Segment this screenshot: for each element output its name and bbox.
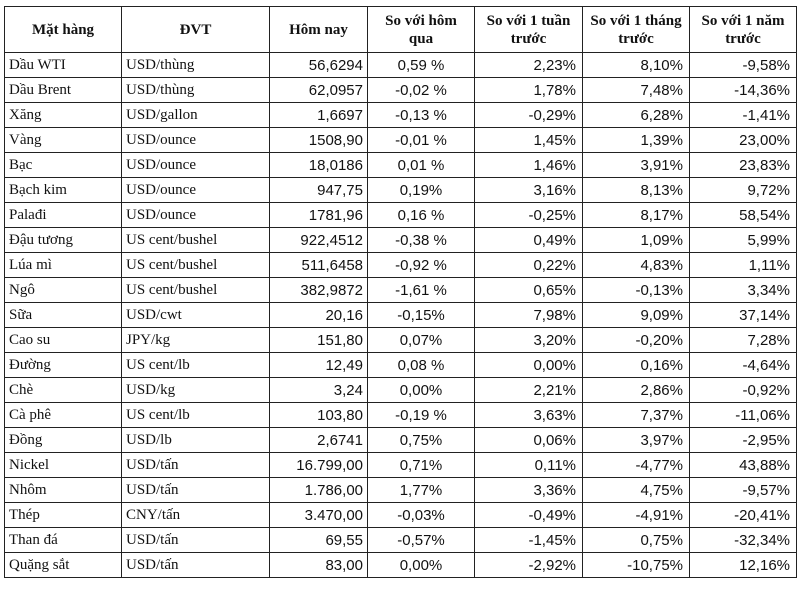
cell-commodity: Thép	[5, 503, 122, 528]
cell-vs-month: -4,91%	[583, 503, 690, 528]
cell-unit: US cent/lb	[122, 353, 270, 378]
cell-vs-month: -4,77%	[583, 453, 690, 478]
table-row	[5, 303, 797, 328]
cell-vs-month: 0,75%	[583, 528, 690, 553]
cell-vs-yesterday: 0,00%	[368, 378, 475, 403]
cell-vs-week: -0,49%	[475, 503, 583, 528]
cell-unit: USD/ounce	[122, 153, 270, 178]
header-vs-year: So với 1 năm trước	[690, 7, 797, 53]
cell-commodity: Sữa	[5, 303, 122, 328]
cell-vs-year: 7,28%	[690, 328, 797, 353]
cell-vs-year: -2,95%	[690, 428, 797, 453]
cell-commodity: Cao su	[5, 328, 122, 353]
cell-today: 56,6294	[270, 53, 368, 78]
cell-today: 3.470,00	[270, 503, 368, 528]
cell-commodity: Nhôm	[5, 478, 122, 503]
cell-vs-month: 2,86%	[583, 378, 690, 403]
cell-today: 947,75	[270, 178, 368, 203]
cell-vs-yesterday: 0,00%	[368, 553, 475, 578]
cell-vs-week: -0,29%	[475, 103, 583, 128]
table-row	[5, 478, 797, 503]
cell-commodity: Palađi	[5, 203, 122, 228]
cell-today: 3,24	[270, 378, 368, 403]
cell-unit: USD/ounce	[122, 128, 270, 153]
cell-vs-month: 4,75%	[583, 478, 690, 503]
cell-today: 382,9872	[270, 278, 368, 303]
cell-vs-week: 1,46%	[475, 153, 583, 178]
cell-vs-yesterday: 0,07%	[368, 328, 475, 353]
cell-unit: USD/cwt	[122, 303, 270, 328]
cell-commodity: Vàng	[5, 128, 122, 153]
cell-vs-week: 3,36%	[475, 478, 583, 503]
cell-vs-month: 1,09%	[583, 228, 690, 253]
cell-today: 1508,90	[270, 128, 368, 153]
cell-vs-year: 43,88%	[690, 453, 797, 478]
cell-unit: JPY/kg	[122, 328, 270, 353]
cell-vs-year: 1,11%	[690, 253, 797, 278]
cell-vs-week: 2,23%	[475, 53, 583, 78]
cell-commodity: Xăng	[5, 103, 122, 128]
header-row	[5, 7, 797, 53]
cell-today: 1,6697	[270, 103, 368, 128]
cell-unit: USD/ounce	[122, 203, 270, 228]
cell-commodity: Đồng	[5, 428, 122, 453]
table-row	[5, 128, 797, 153]
cell-commodity: Ngô	[5, 278, 122, 303]
cell-vs-month: -10,75%	[583, 553, 690, 578]
cell-vs-yesterday: -1,61 %	[368, 278, 475, 303]
cell-vs-month: -0,13%	[583, 278, 690, 303]
cell-vs-yesterday: 0,19%	[368, 178, 475, 203]
cell-vs-year: -0,92%	[690, 378, 797, 403]
cell-commodity: Cà phê	[5, 403, 122, 428]
cell-vs-yesterday: -0,15%	[368, 303, 475, 328]
cell-vs-yesterday: 0,08 %	[368, 353, 475, 378]
cell-commodity: Chè	[5, 378, 122, 403]
cell-vs-year: 58,54%	[690, 203, 797, 228]
cell-vs-week: 3,20%	[475, 328, 583, 353]
table-row	[5, 328, 797, 353]
cell-vs-week: 3,63%	[475, 403, 583, 428]
cell-unit: USD/tấn	[122, 528, 270, 553]
cell-vs-week: 3,16%	[475, 178, 583, 203]
cell-vs-month: 7,48%	[583, 78, 690, 103]
cell-today: 12,49	[270, 353, 368, 378]
cell-vs-month: 8,10%	[583, 53, 690, 78]
table-row	[5, 153, 797, 178]
cell-vs-yesterday: 0,71%	[368, 453, 475, 478]
cell-commodity: Quặng sắt	[5, 553, 122, 578]
cell-commodity: Dầu WTI	[5, 53, 122, 78]
cell-vs-week: 0,06%	[475, 428, 583, 453]
cell-vs-month: 7,37%	[583, 403, 690, 428]
cell-today: 16.799,00	[270, 453, 368, 478]
cell-vs-year: -14,36%	[690, 78, 797, 103]
cell-vs-year: 9,72%	[690, 178, 797, 203]
cell-today: 1.786,00	[270, 478, 368, 503]
cell-commodity: Bạc	[5, 153, 122, 178]
table-row	[5, 53, 797, 78]
cell-vs-year: -11,06%	[690, 403, 797, 428]
cell-vs-year: 37,14%	[690, 303, 797, 328]
cell-commodity: Bạch kim	[5, 178, 122, 203]
cell-vs-year: -1,41%	[690, 103, 797, 128]
cell-vs-yesterday: -0,02 %	[368, 78, 475, 103]
cell-vs-yesterday: -0,01 %	[368, 128, 475, 153]
cell-today: 83,00	[270, 553, 368, 578]
cell-vs-month: 0,16%	[583, 353, 690, 378]
table-row	[5, 103, 797, 128]
cell-vs-week: 0,11%	[475, 453, 583, 478]
cell-unit: US cent/bushel	[122, 253, 270, 278]
cell-vs-year: 3,34%	[690, 278, 797, 303]
cell-vs-year: 23,83%	[690, 153, 797, 178]
cell-vs-yesterday: -0,92 %	[368, 253, 475, 278]
header-unit: ĐVT	[122, 7, 270, 53]
cell-vs-yesterday: 0,75%	[368, 428, 475, 453]
cell-vs-year: -32,34%	[690, 528, 797, 553]
cell-unit: CNY/tấn	[122, 503, 270, 528]
table-row	[5, 353, 797, 378]
table-row	[5, 553, 797, 578]
cell-vs-week: 7,98%	[475, 303, 583, 328]
cell-vs-month: 3,91%	[583, 153, 690, 178]
cell-vs-week: 0,49%	[475, 228, 583, 253]
cell-today: 2,6741	[270, 428, 368, 453]
cell-commodity: Dầu Brent	[5, 78, 122, 103]
header-vs-yesterday: So với hôm qua	[368, 7, 475, 53]
cell-today: 511,6458	[270, 253, 368, 278]
cell-vs-year: 12,16%	[690, 553, 797, 578]
cell-vs-year: -9,58%	[690, 53, 797, 78]
cell-vs-year: 5,99%	[690, 228, 797, 253]
cell-vs-week: -1,45%	[475, 528, 583, 553]
cell-unit: USD/thùng	[122, 53, 270, 78]
cell-unit: US cent/bushel	[122, 278, 270, 303]
cell-commodity: Than đá	[5, 528, 122, 553]
table-row	[5, 528, 797, 553]
cell-commodity: Lúa mì	[5, 253, 122, 278]
cell-commodity: Nickel	[5, 453, 122, 478]
cell-unit: USD/gallon	[122, 103, 270, 128]
cell-today: 69,55	[270, 528, 368, 553]
cell-vs-yesterday: -0,19 %	[368, 403, 475, 428]
cell-today: 18,0186	[270, 153, 368, 178]
cell-today: 151,80	[270, 328, 368, 353]
cell-unit: USD/tấn	[122, 478, 270, 503]
cell-vs-yesterday: 0,16 %	[368, 203, 475, 228]
cell-vs-week: -0,25%	[475, 203, 583, 228]
cell-vs-week: -2,92%	[475, 553, 583, 578]
cell-vs-month: 3,97%	[583, 428, 690, 453]
cell-unit: US cent/bushel	[122, 228, 270, 253]
cell-vs-yesterday: 0,01 %	[368, 153, 475, 178]
cell-vs-yesterday: -0,03%	[368, 503, 475, 528]
table-row	[5, 178, 797, 203]
cell-unit: USD/thùng	[122, 78, 270, 103]
cell-vs-week: 1,45%	[475, 128, 583, 153]
table-row	[5, 228, 797, 253]
header-commodity: Mặt hàng	[5, 7, 122, 53]
table-row	[5, 428, 797, 453]
table-row	[5, 203, 797, 228]
cell-vs-yesterday: -0,38 %	[368, 228, 475, 253]
cell-vs-week: 0,22%	[475, 253, 583, 278]
table-row	[5, 278, 797, 303]
cell-unit: USD/kg	[122, 378, 270, 403]
cell-vs-week: 2,21%	[475, 378, 583, 403]
cell-unit: USD/ounce	[122, 178, 270, 203]
table-row	[5, 378, 797, 403]
cell-today: 1781,96	[270, 203, 368, 228]
header-vs-week: So với 1 tuần trước	[475, 7, 583, 53]
cell-today: 62,0957	[270, 78, 368, 103]
cell-vs-yesterday: -0,57%	[368, 528, 475, 553]
cell-vs-year: -4,64%	[690, 353, 797, 378]
cell-today: 103,80	[270, 403, 368, 428]
cell-vs-month: 1,39%	[583, 128, 690, 153]
header-today: Hôm nay	[270, 7, 368, 53]
header-vs-month: So với 1 tháng trước	[583, 7, 690, 53]
table-header	[5, 7, 797, 53]
cell-commodity: Đường	[5, 353, 122, 378]
table-row	[5, 403, 797, 428]
table-row	[5, 453, 797, 478]
cell-vs-month: 4,83%	[583, 253, 690, 278]
cell-vs-yesterday: 0,59 %	[368, 53, 475, 78]
cell-vs-year: -20,41%	[690, 503, 797, 528]
cell-vs-month: -0,20%	[583, 328, 690, 353]
cell-vs-year: -9,57%	[690, 478, 797, 503]
cell-today: 922,4512	[270, 228, 368, 253]
cell-today: 20,16	[270, 303, 368, 328]
table-row	[5, 253, 797, 278]
cell-unit: USD/tấn	[122, 553, 270, 578]
commodity-price-table	[4, 6, 797, 578]
cell-vs-yesterday: 1,77%	[368, 478, 475, 503]
cell-unit: USD/lb	[122, 428, 270, 453]
table-row	[5, 78, 797, 103]
cell-vs-week: 1,78%	[475, 78, 583, 103]
cell-unit: USD/tấn	[122, 453, 270, 478]
cell-commodity: Đậu tương	[5, 228, 122, 253]
cell-vs-month: 9,09%	[583, 303, 690, 328]
cell-vs-month: 8,17%	[583, 203, 690, 228]
cell-vs-month: 6,28%	[583, 103, 690, 128]
cell-vs-week: 0,65%	[475, 278, 583, 303]
cell-vs-year: 23,00%	[690, 128, 797, 153]
cell-vs-week: 0,00%	[475, 353, 583, 378]
cell-vs-yesterday: -0,13 %	[368, 103, 475, 128]
cell-unit: US cent/lb	[122, 403, 270, 428]
cell-vs-month: 8,13%	[583, 178, 690, 203]
table-body	[5, 53, 797, 578]
table-row	[5, 503, 797, 528]
